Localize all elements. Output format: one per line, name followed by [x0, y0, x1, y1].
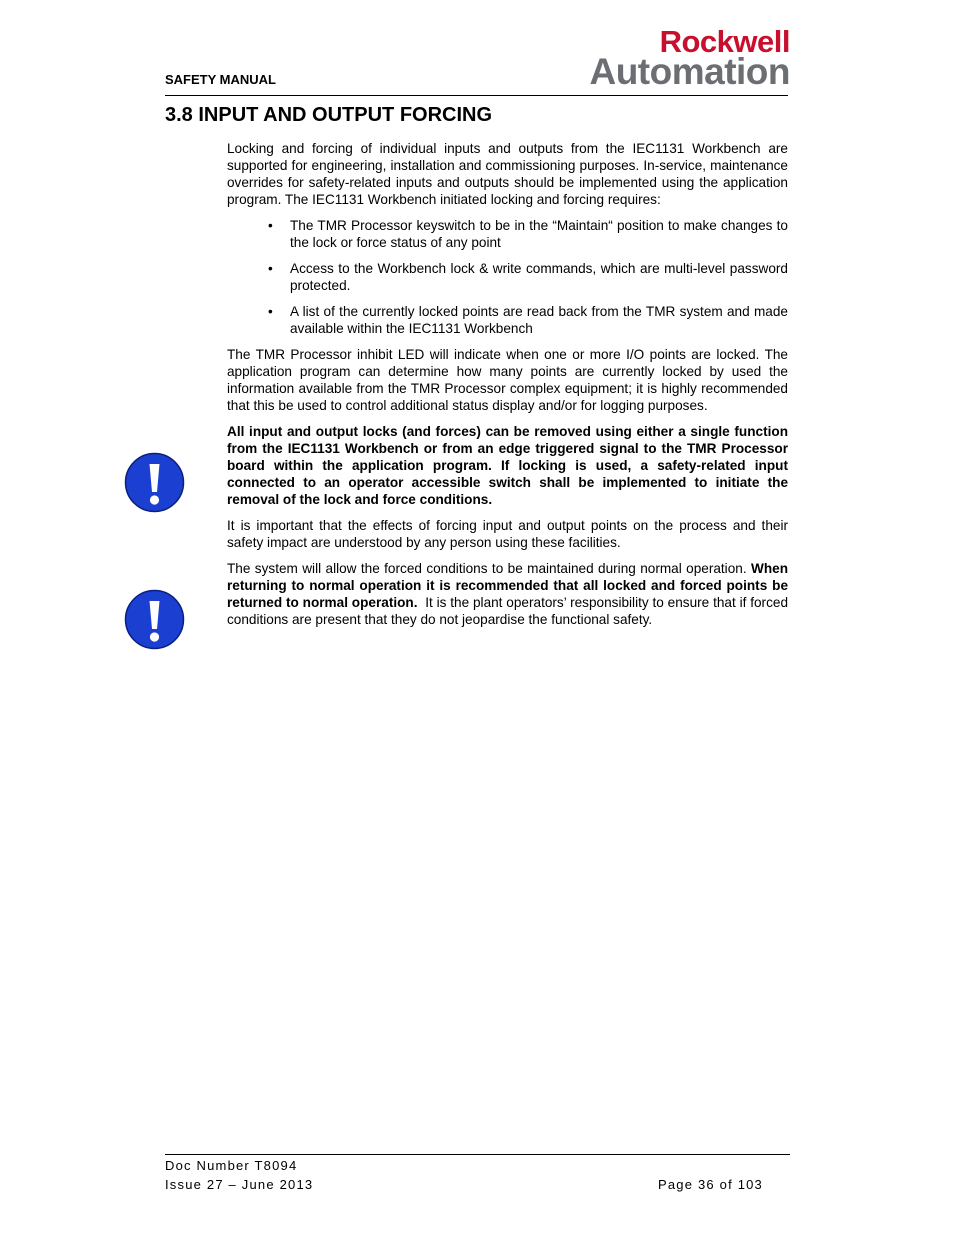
list-item: [268, 260, 788, 294]
header-divider: [165, 95, 788, 96]
bullet-icon: •: [268, 304, 273, 319]
logo-line1: Rockwell: [659, 24, 790, 59]
section-title: 3.8 INPUT AND OUTPUT FORCING: [165, 104, 493, 126]
warning2-tail: It is the plant operators’ responsibility to ensure that if forced conditions are present that they do not jeopardise the functional safety.: [227, 595, 789, 627]
list-item-text: The TMR Processor keyswitch to be in the “Maintain“ position to make changes to the lock or force status of any point: [290, 218, 788, 250]
bullet-icon: •: [268, 261, 273, 276]
requirements-list: [227, 217, 788, 337]
warning2-lead: The system will allow the forced conditions to be maintained during normal operation.: [227, 561, 747, 576]
intro-paragraph: Locking and forcing of individual inputs and outputs from the IEC1131 Workbench are supported for engineering, installation and commissioning purposes. In-service, maintenance overrides for safety-related inputs and outputs should be implemented using the application program. The IEC1131 Workbench initiated locking and forcing requires:: [227, 141, 788, 207]
exclamation-warning-icon: [124, 452, 185, 513]
page-number: Page 36 of 103: [658, 1177, 763, 1192]
list-item: [268, 303, 788, 337]
bullet-icon: •: [268, 218, 273, 233]
rockwell-automation-logo: [554, 24, 790, 92]
issue-date: Issue 27 – June 2013: [165, 1177, 314, 1192]
list-item: [268, 217, 788, 251]
warning2-bold: When returning to normal operation it is recommended that all locked and forced points be returned to normal operation.: [227, 561, 788, 610]
effects-paragraph: It is important that the effects of forcing input and output points on the process and their safety impact are understood by any person using these facilities.: [227, 518, 788, 550]
footer-divider: [165, 1154, 790, 1155]
led-paragraph: The TMR Processor inhibit LED will indicate when one or more I/O points are locked. The application program can determine how many points are currently locked by used the information available from the TMR Processor complex equipment; it is highly recommended that this be used to control additional status display and/or for logging purposes.: [227, 347, 788, 413]
doc-number: Doc Number T8094: [165, 1158, 298, 1173]
exclamation-warning-icon: [124, 589, 185, 650]
warning-paragraph-forced: [227, 560, 788, 628]
page-body: [227, 140, 788, 637]
header-label: SAFETY MANUAL: [165, 72, 276, 87]
list-item-text: A list of the currently locked points are read back from the TMR system and made available within the IEC1131 Workbench: [290, 304, 788, 336]
warning-paragraph-locks: All input and output locks (and forces) can be removed using either a single function from the IEC1131 Workbench or from an edge triggered signal to the TMR Processor board within the application program. If locking is used, a safety-related input connected to an operator accessible switch shall be implemented to initiate the removal of the lock and force conditions.: [227, 424, 788, 507]
logo-line2: Automation: [589, 51, 790, 92]
list-item-text: Access to the Workbench lock & write commands, which are multi-level password protected.: [290, 261, 788, 293]
